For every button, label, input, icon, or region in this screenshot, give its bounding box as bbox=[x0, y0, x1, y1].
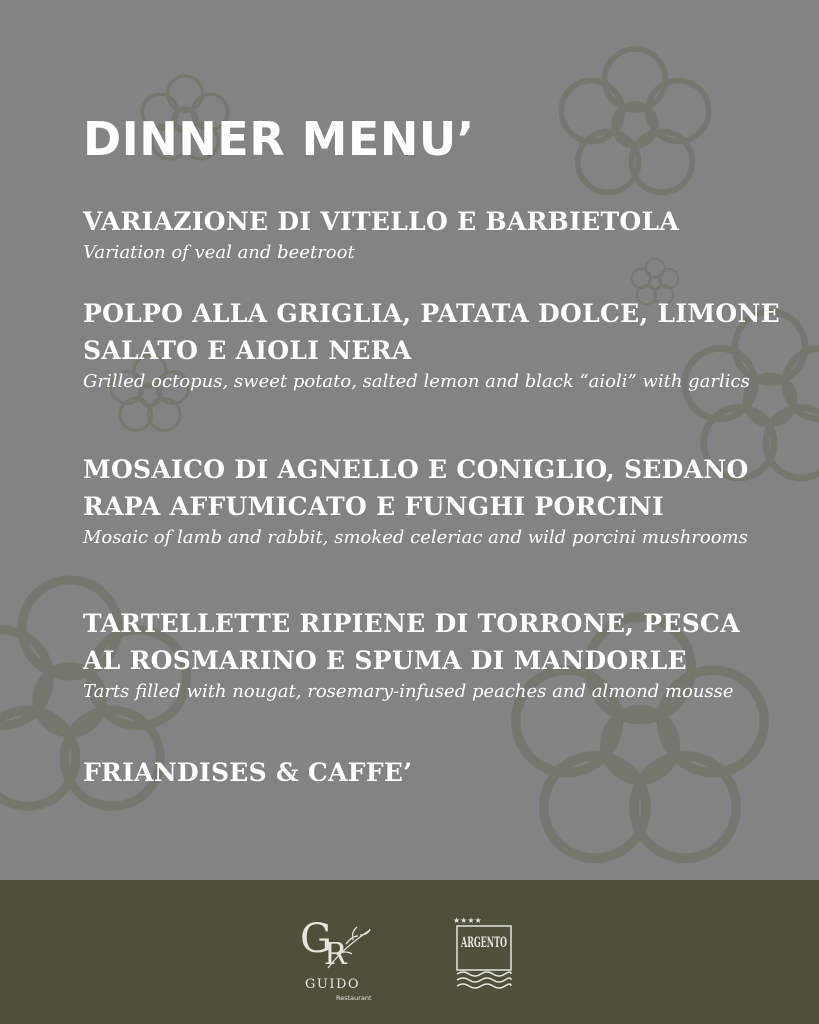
course-name: FRIANDISES & CAFFE’ bbox=[83, 758, 413, 787]
logo-subtitle: Restaurant bbox=[336, 994, 372, 1002]
menu-course bbox=[83, 754, 783, 791]
logo-monogram-g: G bbox=[300, 916, 332, 962]
course-description: Variation of veal and beetroot bbox=[83, 242, 355, 263]
course-name: TARTELLETTE RIPIENE DI TORRONE, PESCA AL ROSMARINO E SPUMA DI MANDORLE bbox=[83, 609, 740, 675]
menu-title: DINNER MENU’ bbox=[83, 112, 475, 166]
course-description: Mosaic of lamb and rabbit, smoked celeriac and wild porcini mushrooms bbox=[83, 527, 748, 548]
menu-course bbox=[83, 451, 783, 551]
menu-course bbox=[83, 203, 783, 266]
course-description: Grilled octopus, sweet potato, salted lemon and black “aioli” with garlics bbox=[83, 371, 750, 392]
course-name: POLPO ALLA GRIGLIA, PATATA DOLCE, LIMONE SALATO E AIOLI NERA bbox=[83, 299, 780, 365]
logo-name: GUIDO bbox=[305, 977, 361, 992]
footer-bar bbox=[0, 880, 819, 1024]
logo-text: ARGENTO bbox=[460, 935, 507, 951]
guido-restaurant-logo bbox=[298, 908, 372, 1003]
logo-stars: ★★★★ bbox=[453, 916, 482, 925]
menu-course bbox=[83, 605, 783, 705]
waves-icon bbox=[457, 972, 511, 988]
course-name: MOSAICO DI AGNELLO E CONIGLIO, SEDANO RAPA AFFUMICATO E FUNGHI PORCINI bbox=[83, 455, 749, 521]
flower-decoration bbox=[561, 49, 708, 192]
course-name: VARIAZIONE DI VITELLO E BARBIETOLA bbox=[83, 207, 680, 236]
logo-monogram-r: R bbox=[324, 937, 347, 972]
menu-course bbox=[83, 295, 783, 395]
course-description: Tarts filled with nougat, rosemary-infused peaches and almond mousse bbox=[83, 681, 734, 702]
argento-hotel-logo bbox=[451, 912, 517, 992]
